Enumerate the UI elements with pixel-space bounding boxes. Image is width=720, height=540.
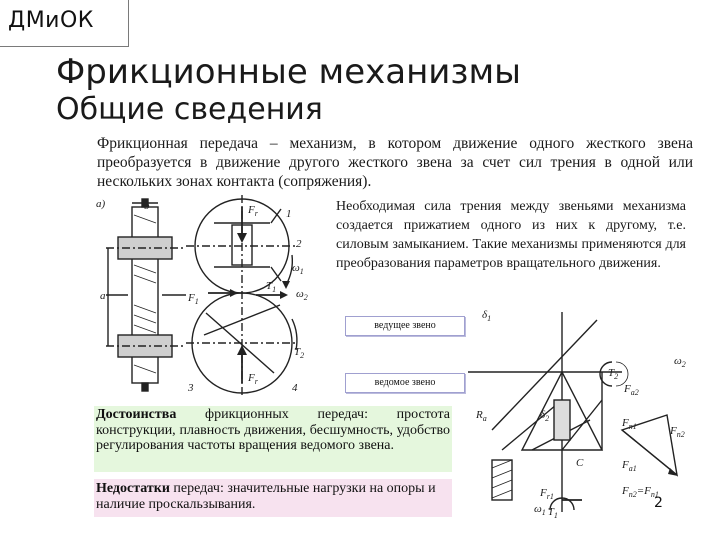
- label-w1: ω: [292, 262, 300, 274]
- label-t1-sub: 1: [553, 511, 558, 520]
- svg-text:Fn2: [669, 425, 685, 439]
- label-fr1-sub: r1: [546, 492, 554, 501]
- svg-text:T2: [294, 346, 304, 360]
- label-t2: T: [608, 367, 615, 379]
- label-fn1-eq-sub: n1: [650, 490, 659, 499]
- intro-paragraph: Фрикционная передача – механизм, в котором движение одного жесткого звена преобразуется в движение другого жесткого звена за счет сил трения в одной или нескольких зонах контакта (сопряжения).: [97, 135, 693, 190]
- contact-zone: [554, 400, 570, 440]
- label-3: 3: [188, 382, 194, 394]
- label-ra-sub: a: [482, 414, 487, 423]
- label-b: b: [144, 200, 150, 212]
- label-w2-sub: 2: [303, 293, 308, 302]
- label-1: 1: [286, 208, 292, 220]
- label-w1: ω: [534, 503, 542, 515]
- label-fa1: F: [622, 459, 629, 471]
- disadvantages-heading: Недостатки: [96, 481, 170, 496]
- label-fn2-eq-sub: n2: [628, 490, 637, 499]
- svg-text:δ1: [482, 309, 491, 323]
- course-tag: ДМиОК: [8, 8, 94, 33]
- label-t2-sub: 2: [300, 351, 305, 360]
- slide-subtitle: Общие сведения: [56, 92, 323, 127]
- svg-text:Fa1: [621, 459, 637, 473]
- label-c: C: [576, 457, 584, 469]
- advantages-heading: Достоинства: [96, 407, 177, 422]
- label-fr1: F: [540, 487, 547, 499]
- label-t2: T: [294, 346, 301, 358]
- svg-text:F1: [187, 292, 199, 306]
- svg-text:Fr: [247, 372, 259, 386]
- header-box: [0, 0, 129, 47]
- label-t1: T: [266, 280, 273, 292]
- label-4: 4: [292, 382, 298, 394]
- callout-driving-link: ведущее звено: [345, 316, 465, 336]
- label-delta1: δ: [482, 309, 488, 321]
- svg-text:Ra: [475, 409, 487, 423]
- svg-text:Fa2: [623, 383, 639, 397]
- disadvantages-text: передач: значительные нагрузки на опоры и наличие проскальзывания.: [96, 481, 436, 512]
- label-w2: ω: [296, 288, 304, 300]
- svg-text:ω2: [296, 288, 308, 302]
- label-fn2-sub: n2: [676, 430, 685, 439]
- svg-text:T2: [608, 367, 618, 381]
- cylindrical-friction-drive-figure: [96, 195, 466, 397]
- label-dim-a: a: [100, 290, 106, 302]
- label-fr-top: F: [248, 204, 255, 216]
- label-w1-sub: 1: [299, 267, 304, 276]
- label-t1: T: [547, 506, 554, 518]
- advantages-text: фрикционных передач: простота конструкции, плавность движения, бесшумность, удобство регулирования частоты вращения ведомого звена.: [96, 407, 450, 454]
- svg-text:ω2: [674, 355, 686, 369]
- svg-text:ω1: [292, 262, 304, 276]
- label-delta2: δ: [540, 409, 546, 421]
- label-fr-bot: F: [248, 372, 255, 384]
- svg-text:T1: [266, 280, 276, 294]
- label-fa2-sub: a2: [630, 388, 639, 397]
- label-f1: F: [188, 292, 195, 304]
- svg-text:Fr1: [539, 487, 554, 501]
- label-a: а): [96, 198, 106, 210]
- label-delta2-sub: 2: [545, 414, 550, 423]
- label-fn1: F: [622, 417, 629, 429]
- slide-title: Фрикционные механизмы: [56, 52, 521, 92]
- label-ra: R: [476, 409, 483, 421]
- label-w2-sub: 2: [681, 360, 686, 369]
- page-number: 2: [654, 495, 663, 511]
- label-t1-sub: 1: [272, 285, 277, 294]
- label-fa2: F: [624, 383, 631, 395]
- bevel-friction-drive-figure: [462, 300, 714, 522]
- label-fr-top-sub: r: [254, 209, 258, 218]
- label-w2: ω: [674, 355, 682, 367]
- label-fn2: F: [670, 425, 677, 437]
- friction-force-paragraph: Необходимая сила трения между звеньями механизма создается прижатием одного из них к другому, т.е. силовым замыканием. Такие механизмы применяются для преобразования параметров вращательного движения.: [336, 199, 686, 271]
- label-fa1-sub: a1: [628, 464, 637, 473]
- label-t2-sub: 2: [614, 372, 619, 381]
- label-fn1-sub: n1: [628, 422, 637, 431]
- callout-driven-link: ведомое звено: [345, 373, 465, 393]
- svg-text:Fr: [247, 204, 259, 218]
- label-delta1-sub: 1: [487, 314, 492, 323]
- label-2: 2: [296, 238, 302, 250]
- advantages-box: [94, 406, 452, 472]
- label-fn2-eq: F: [622, 485, 629, 497]
- label-fr-bot-sub: r: [254, 377, 258, 386]
- label-w1-sub: 1: [541, 508, 546, 517]
- label-fn1-eq: =F: [636, 485, 651, 497]
- svg-text:ω1T1: [534, 503, 558, 520]
- svg-text:Fn1: [621, 417, 637, 431]
- disadvantages-box: [94, 479, 452, 517]
- label-f1-sub: 1: [194, 297, 199, 306]
